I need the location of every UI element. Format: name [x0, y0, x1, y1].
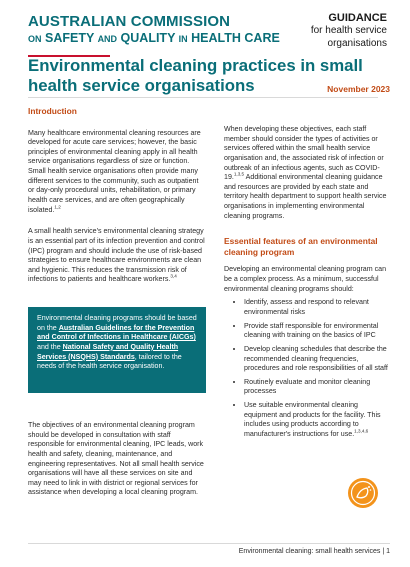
- ref-superscript: 3,4: [170, 274, 177, 280]
- list-item: • Identify, assess and respond to relevant environmental risks: [244, 298, 390, 317]
- org-name-line1: AUSTRALIAN COMMISSION: [28, 13, 231, 30]
- guidance-title: GUIDANCE: [328, 12, 387, 24]
- guidance-subtitle-1: for health service: [310, 25, 387, 36]
- intro-paragraph-2: A small health service's environmental cleaning strategy is an essential part of its infection prevention and control (IPC) program and should include the use of risk-based strategies to ensure healthcare environments are clean and hygienic. This reduces the transmission risk of infections to patients and healthcare workers.$^{3,4}$: [28, 227, 205, 284]
- list-item: • Use suitable environmental cleaning equipment and products for the facility. This includes using products according to manufacturer's instructions for use.$^{1,3,4,6}$: [244, 401, 390, 440]
- ref-superscript: 1,2: [54, 204, 61, 210]
- essential-features-heading: Essential features of an environmental cleaning program: [224, 236, 378, 257]
- ref-superscript: 1,3,4,6: [354, 428, 369, 434]
- publication-date: November 2023: [327, 84, 390, 94]
- header-divider: [28, 97, 378, 98]
- footer-divider: [28, 543, 390, 544]
- intro-paragraph-1: Many healthcare environmental cleaning resources are developed for acute care services; however, the basic principles of environmental cleaning apply in all health service organisations regardless of size or function. Small health service organisations often provide many different services to the community, such as outpatient or day-only procedural units, rehabilitation, or primary health care services, and are often geographically isolated.$^{1,2}$: [28, 128, 201, 214]
- guidance-subtitle-2: organisations: [327, 37, 387, 49]
- page-title: Environmental cleaning practices in small health service organisations: [28, 56, 363, 96]
- list-item: • Develop cleaning schedules that describe the recommended cleaning frequencies, procedures and role responsibilities of all staff: [244, 345, 390, 374]
- page-footer: Environmental cleaning: small health services | 1: [238, 548, 390, 555]
- organisation-logotype: [28, 14, 280, 45]
- cleaning-spray-circle-icon: [348, 478, 378, 508]
- list-item: • Routinely evaluate and monitor cleaning processes: [244, 378, 390, 397]
- nsqhs-standards-link[interactable]: National Safety and Quality Health Services (NSQHS) Standards: [37, 342, 179, 361]
- objectives-paragraph: The objectives of an environmental cleaning program should be developed in consultation with staff responsible for environmental cleaning, IPC leads, work health and safety, cleaning, maintenance, and engineering representatives. Not all small health service organisations will have all these services on site and may need to link in with district or regional services for assistance when developing a local cleaning program.: [28, 421, 204, 497]
- ref-superscript: 1,3,5: [233, 171, 245, 177]
- guideline-callout-box: Environmental cleaning programs should be based on the Australian Guidelines for the Prevention and Control of Infections in Healthcare (AICGs) and the National Safety and Quality Health Services (NSQHS) Standards, tailored to the needs of the health service organisation.: [28, 307, 206, 393]
- essential-features-intro: Developing an environmental cleaning program can be a complex process. As a minimum, successful environmental cleaning programs should:: [224, 265, 387, 293]
- org-name-line2: ON SAFETY AND QUALITY IN HEALTH CARE: [28, 31, 280, 45]
- intro-heading: Introduction: [28, 106, 77, 116]
- aicg-guidelines-link[interactable]: Australian Guidelines for the Prevention and Control of Infections in Healthcare (AICGs): [37, 323, 196, 342]
- list-item: • Provide staff responsible for environmental cleaning with training on the basics of IPC: [244, 322, 390, 341]
- intro-section: [28, 106, 206, 285]
- header: [0, 0, 410, 50]
- objectives-section: [28, 421, 206, 498]
- guidance-label: [311, 12, 387, 49]
- right-column: [224, 125, 390, 444]
- essential-features-list: [224, 298, 390, 439]
- objectives-consideration-paragraph: When developing these objectives, each staff member should consider the types of activities or services offered within the small health service organisation and, the associated risk of infection or outbreak of an infectious agents, such as COVID-19.$^{1,3,5}$ Additional environmental cleaning guidance and resources are provided by each state and territory health department to support health service organisations in implementing environmental cleaning programs.: [224, 125, 387, 220]
